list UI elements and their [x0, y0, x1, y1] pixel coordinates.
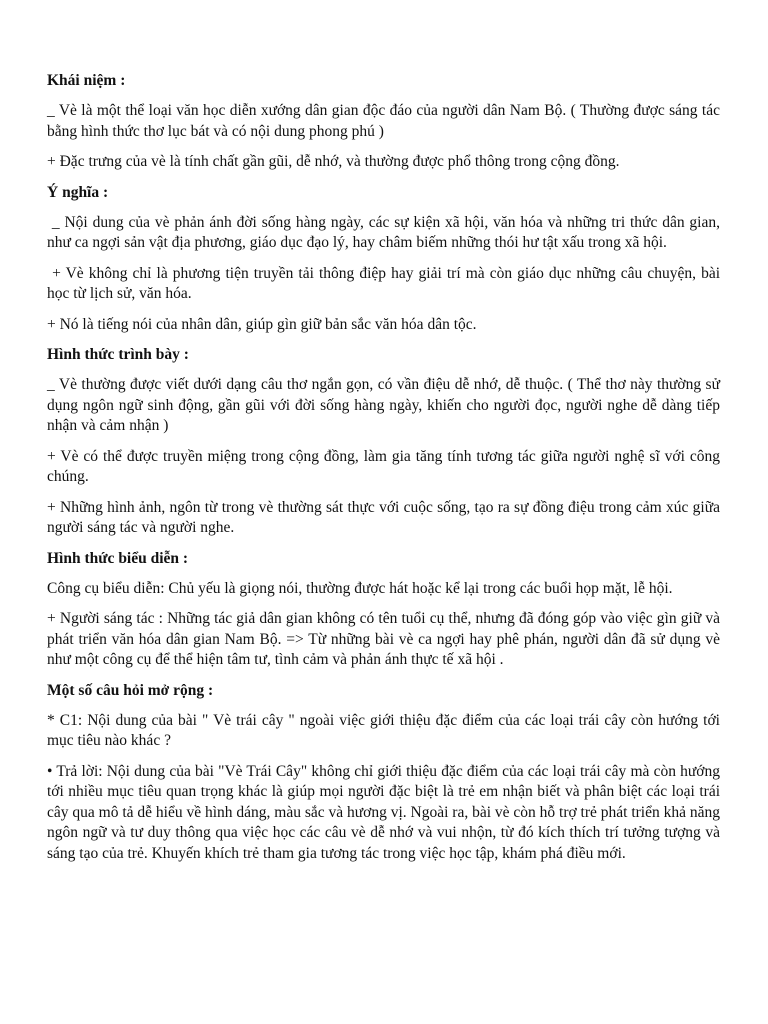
paragraph: Công cụ biểu diễn: Chủ yếu là giọng nói, thường được hát hoặc kể lại trong các buổi họp mặt, lễ hội. — [47, 579, 673, 597]
paragraph: + Vè không chỉ là phương tiện truyền tải thông điệp hay giải trí mà còn giáo dục những câu chuyện, bài học từ lịch sử, văn hóa. — [47, 264, 724, 302]
section-heading: Một số câu hỏi mở rộng : — [47, 681, 214, 699]
section-heading: Ý nghĩa : — [47, 183, 109, 201]
paragraph: + Những hình ảnh, ngôn từ trong vè thường sát thực với cuộc sống, tạo ra sự đồng điệu trong cảm xúc giữa người sáng tác và người nghe. — [47, 498, 720, 536]
paragraph: _ Vè là một thể loại văn học diễn xướng dân gian độc đáo của người dân Nam Bộ. ( Thường được sáng tác bằng hình thức thơ lục bát và có nội dung phong phú ) — [47, 102, 720, 140]
section-khai-niem — [47, 71, 720, 173]
paragraph: + Đặc trưng của vè là tính chất gần gũi, dễ nhớ, và thường được phổ thông trong cộng đồng. — [47, 153, 620, 170]
paragraph: _ Nội dung của vè phản ánh đời sống hàng ngày, các sự kiện xã hội, văn hóa và những tri thức dân gian, như ca ngợi sản vật địa phương, giáo dục đạo lý, hay châm biếm những thói hư tật xấu trong xã hội. — [47, 213, 724, 251]
paragraph: + Người sáng tác : Những tác giả dân gian không có tên tuổi cụ thể, nhưng đã đóng góp vào việc gìn giữ và phát triển văn hóa dân gian Nam Bộ. => Từ những bài vè ca ngợi hay phê phán, người dân đã sử dụng vè như một công cụ để thể hiện tâm tư, tình cảm và phản ánh thực tế xã hội . — [47, 610, 720, 668]
answer-paragraph: • Trả lời: Nội dung của bài "Vè Trái Cây" không chỉ giới thiệu đặc điểm của các loại trái cây mà còn hướng tới nhiều mục tiêu quan trọng khác là giúp mọi người đặc biệt là trẻ em nhận biết và phân biệt các loại trái cây qua mô tả dễ hiểu về hình dáng, màu sắc và hương vị. Ngoài ra, bài vè còn hỗ trợ trẻ phát triển khả năng ngôn ngữ và tư duy thông qua việc học các câu vè dễ nhớ và vui nhộn, từ đó kích thích trí tưởng tượng và sáng tạo của trẻ. Khuyến khích trẻ tham gia tương tác trong việc học tập, khám phá điều mới. — [47, 762, 721, 862]
section-y-nghia — [47, 183, 724, 336]
section-hinh-thuc-bieu-dien — [47, 549, 720, 671]
paragraph: + Nó là tiếng nói của nhân dân, giúp gìn giữ bản sắc văn hóa dân tộc. — [47, 315, 477, 333]
section-heading: Khái niệm : — [47, 72, 126, 89]
paragraph: _ Vè thường được viết dưới dạng câu thơ ngắn gọn, có vần điệu dễ nhớ, dễ thuộc. ( Thể thơ này thường sử dụng ngôn ngữ sinh động, gần gũi với đời sống hàng ngày, khiến cho người đọc, người nghe dễ dàng tiếp nhận và cảm nhận ) — [47, 376, 720, 434]
section-heading: Hình thức biểu diễn : — [47, 549, 189, 567]
section-cau-hoi-mo-rong — [47, 681, 720, 865]
paragraph: + Vè có thể được truyền miệng trong cộng đồng, làm gia tăng tính tương tác giữa người nghệ sĩ với công chúng. — [47, 447, 720, 485]
question-paragraph: * C1: Nội dung của bài " Vè trái cây " ngoài việc giới thiệu đặc điểm của các loại trái cây còn hướng tới mục tiêu nào khác ? — [47, 711, 720, 749]
section-heading: Hình thức trình bày : — [47, 346, 189, 363]
section-hinh-thuc-trinh-bay — [47, 345, 720, 539]
